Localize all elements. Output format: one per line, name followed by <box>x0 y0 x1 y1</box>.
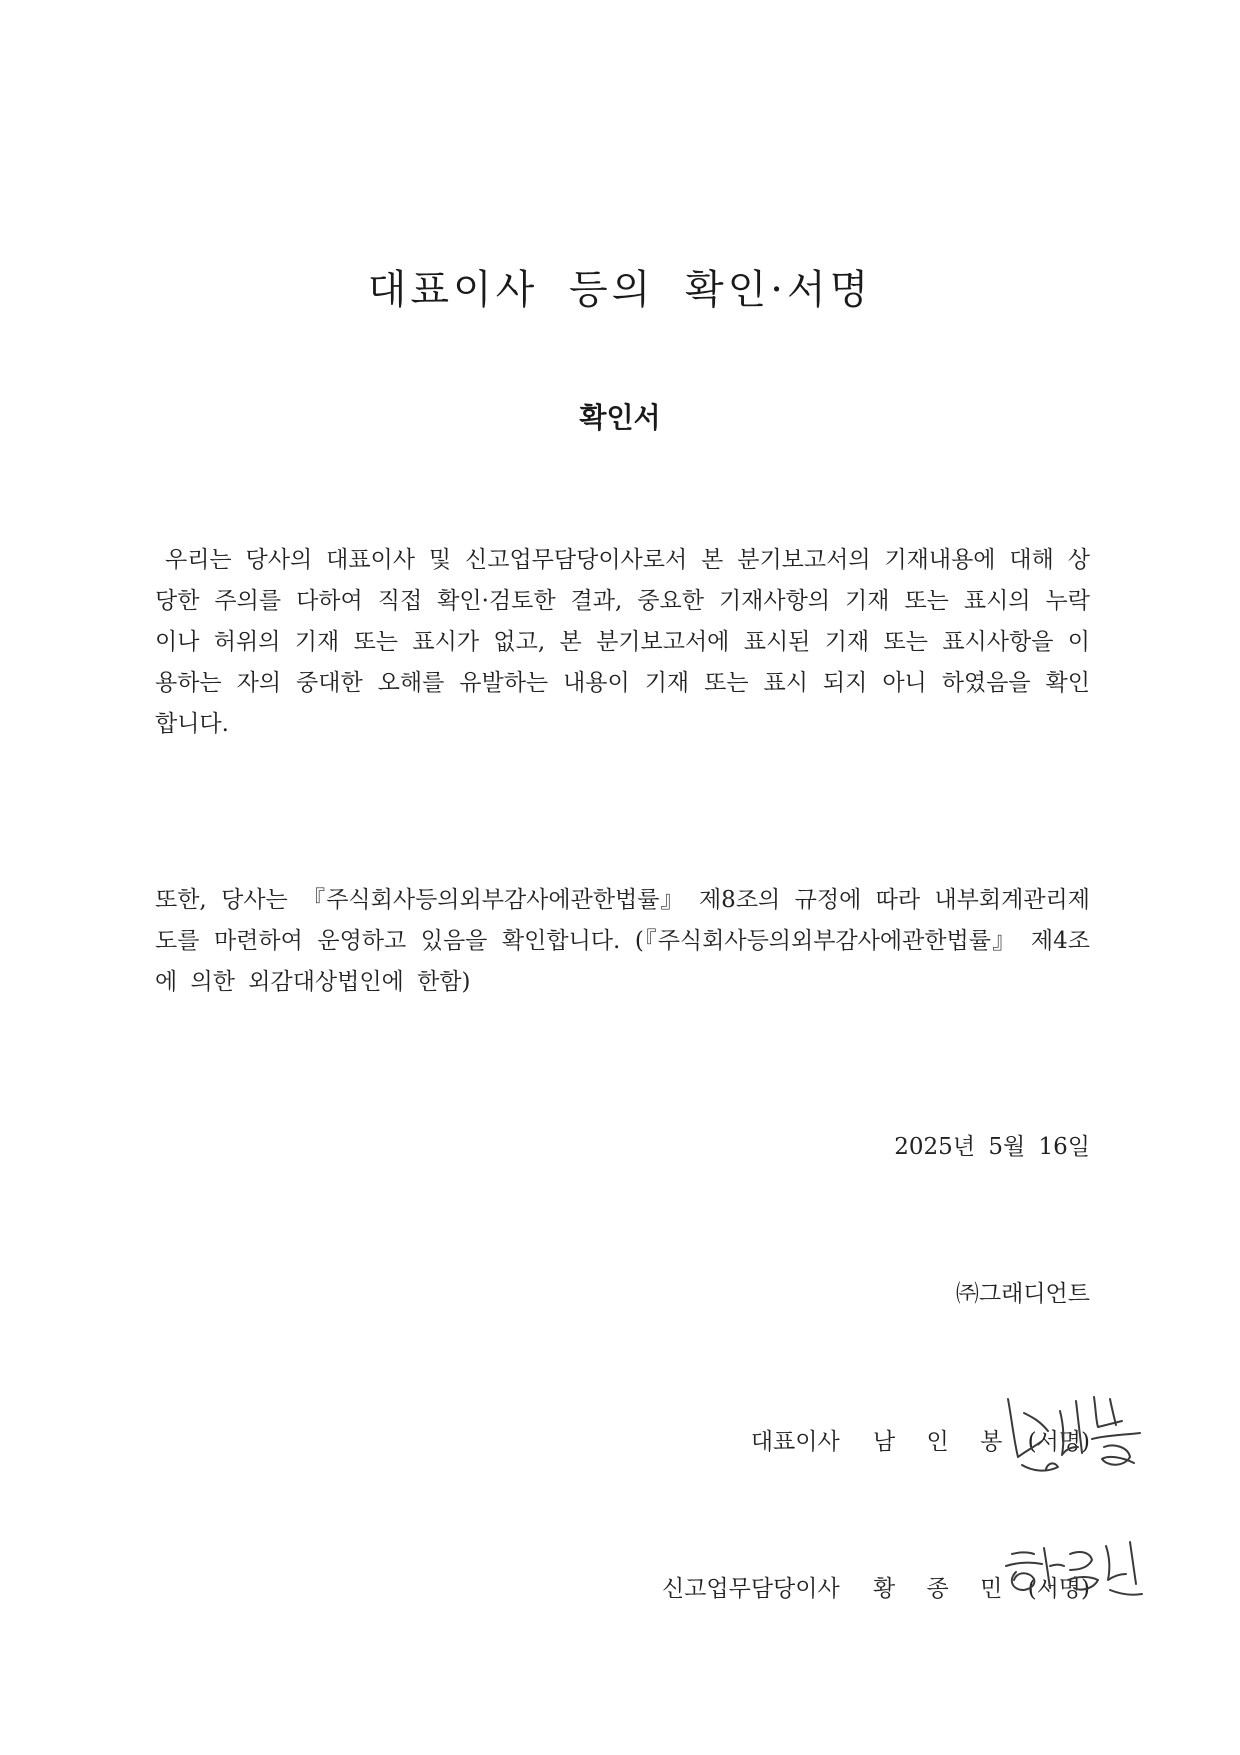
signatory-name: 남 인 봉 <box>873 1429 1015 1455</box>
signatory-row-ceo <box>751 1423 1090 1456</box>
signatory-role: 대표이사 <box>750 1429 840 1455</box>
sign-label: (서명) <box>1027 1576 1090 1602</box>
signatory-role: 신고업무담당이사 <box>661 1576 840 1602</box>
confirmation-paragraph: 우리는 당사의 대표이사 및 신고업무담당이사로서 본 분기보고서의 기재내용에 대해 상당한 주의를 다하여 직접 확인·검토한 결과, 중요한 기재사항의 기재 또는 표시의 누락이나 허위의 기재 또는 표시가 없고, 본 분기보고서에 표시된 기재 또는 표시사항을 이용하는 자의 중대한 오해를 유발하는 내용이 기재 또는 표시 되지 아니 하였음을 확인합니다. <box>155 547 1090 737</box>
document-subtitle: 확인서 <box>579 401 661 434</box>
document-date: 2025년 5월 16일 <box>894 1134 1090 1160</box>
page-title: 대표이사 등의 확인·서명 <box>367 267 873 313</box>
sign-mark <box>1028 1570 1090 1603</box>
company-name: ㈜그래디언트 <box>955 1281 1090 1307</box>
signatory-name: 황 종 민 <box>873 1576 1015 1602</box>
signatory-row-reporting-director <box>662 1570 1090 1603</box>
internal-control-paragraph: 또한, 당사는 『주식회사등의외부감사에관한법률』 제8조의 규정에 따라 내부회계관리제도를 마련하여 운영하고 있음을 확인합니다. (『주식회사등의외부감사에관한법률』 제4조에 의한 외감대상법인에 한함) <box>155 887 1090 995</box>
sign-label: (서명) <box>1027 1429 1090 1455</box>
sign-mark <box>1028 1423 1090 1456</box>
